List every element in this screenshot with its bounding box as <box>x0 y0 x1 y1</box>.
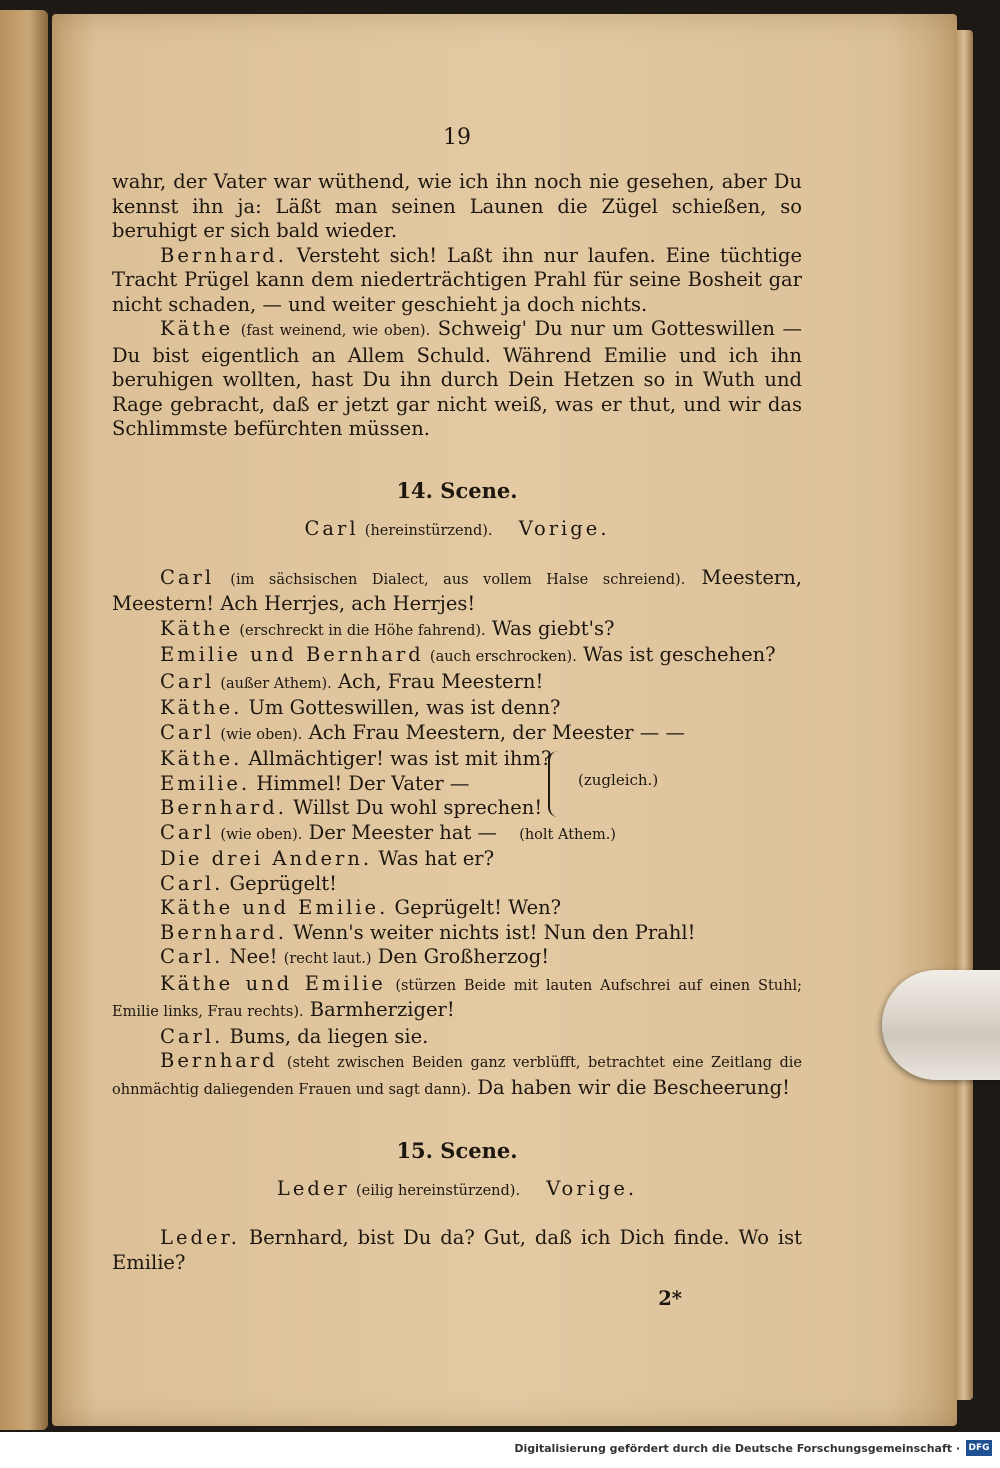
paragraph <box>112 170 802 244</box>
dialogue-line <box>112 617 802 644</box>
speaker: Käthe. <box>160 696 243 719</box>
stage-direction: (holt Athem.) <box>519 826 616 843</box>
brace <box>548 751 562 817</box>
stage-direction: (erschreckt in die Höhe fahrend). <box>239 622 486 639</box>
dialogue-line <box>112 696 802 721</box>
speech: Meestern, Meestern! Ach Herrjes, ach Herrjes! <box>112 565 803 615</box>
speech: Der Meester hat — <box>308 820 497 844</box>
page-clip <box>882 970 1000 1080</box>
stage-direction: (im sächsischen Dialect, aus vollem Halse schreiend). <box>230 571 686 588</box>
dialogue-line <box>112 921 802 946</box>
stage-direction: (fast weinend, wie oben). <box>240 323 431 339</box>
stage-direction: (wie oben). <box>220 826 303 843</box>
scene-heading: 14. Scene. <box>396 477 518 503</box>
dialogue-line <box>112 796 802 821</box>
simultaneous-group <box>112 747 802 821</box>
speech: Was ist geschehen? <box>583 643 776 666</box>
dialogue-line <box>112 872 802 897</box>
speaker: Käthe. <box>160 747 243 770</box>
speech: Himmel! Der Vater — <box>256 771 470 795</box>
cast-rest: Vorige. <box>546 1177 638 1200</box>
speaker: Emilie und Bernhard <box>160 643 424 666</box>
footer-credit: Digitalisierung gefördert durch die Deutsche Forschungsgemeinschaft · <box>514 1442 960 1455</box>
speaker: Emilie. <box>160 771 251 795</box>
speech: Allmächtiger! was ist mit ihm? <box>248 747 552 770</box>
speech: Barmherziger! <box>309 998 455 1021</box>
dialogue-line <box>112 1049 802 1102</box>
stage-direction: (steht zwischen Beiden ganz verblüfft, betrachtet eine Zeitlang die ohnmächtig daliegenden Frauen und sagt dann). <box>112 1055 803 1098</box>
speaker: Carl <box>160 669 215 693</box>
speaker: Carl. <box>160 945 224 968</box>
left-page-edge <box>0 10 48 1430</box>
speech: Nee! <box>229 945 278 968</box>
speech: Um Gotteswillen, was ist denn? <box>248 696 561 719</box>
stage-direction: (hereinstürzend). <box>364 522 493 539</box>
stage-direction: (eilig hereinstürzend). <box>355 1183 521 1199</box>
speech: Wenn's weiter nichts ist! Nun den Prahl! <box>293 920 696 944</box>
speaker: Käthe und Emilie <box>160 971 386 995</box>
page-text <box>112 125 802 1310</box>
speaker: Leder. <box>160 1226 240 1249</box>
speech: Ach, Frau Meestern! <box>337 669 544 693</box>
speech: Was giebt's? <box>491 616 615 640</box>
speaker: Carl. <box>160 1024 224 1048</box>
stage-direction: (recht laut.) <box>283 951 372 967</box>
speech: Schweig' Du nur um Gotteswillen — Du bist eigentlich an Allem Schuld. Während Emilie und ich ihn beruhigen wollten, hast Du ihn durch Dein Hetzen so in Wuth und Rage gebracht, daß er jetzt gar nicht weiß, was er thut, und wir das Schlimmste befürchten müssen. <box>112 317 802 440</box>
speaker: Bernhard <box>160 1049 278 1072</box>
dialogue-line <box>112 1025 802 1050</box>
dialogue-line <box>112 747 802 772</box>
speech: Da haben wir die Bescheerung! <box>477 1075 790 1099</box>
speech: Bernhard, bist Du da? Gut, daß ich Dich finde. Wo ist Emilie? <box>112 1226 802 1274</box>
speech: Geprügelt! <box>229 871 337 895</box>
speaker: Die drei Andern. <box>160 847 373 870</box>
scene-cast <box>112 516 802 544</box>
dialogue-line <box>112 847 802 872</box>
stage-direction: (zugleich.) <box>578 771 659 789</box>
speech: Bums, da liegen sie. <box>229 1024 429 1048</box>
speaker: Käthe <box>160 616 234 640</box>
dialogue-line <box>112 1226 802 1275</box>
page-stack-edge <box>955 30 973 1400</box>
scene-heading: 15. Scene. <box>396 1138 518 1163</box>
page-number: 19 <box>443 125 471 150</box>
speaker: Bernhard. <box>160 796 287 819</box>
speech: Versteht sich! Laßt ihn nur laufen. Eine tüchtige Tracht Prügel kann dem niederträchtigen Prahl für seine Bosheit gar nicht schaden, — und weiter geschieht ja doch nichts. <box>112 243 802 316</box>
speaker: Carl <box>160 820 215 844</box>
dialogue-line <box>112 945 802 972</box>
dialogue-line <box>112 643 802 670</box>
paragraph <box>112 317 802 442</box>
dialogue-line <box>112 896 802 921</box>
speaker: Carl. <box>160 871 224 895</box>
dialogue-line <box>112 772 802 797</box>
paragraph-text: wahr, der Vater war wüthend, wie ich ihn noch nie gesehen, aber Du kennst ihn ja: Läßt man seinen Launen die Zügel schießen, so beruhigt er sich bald wieder. <box>112 170 802 242</box>
speaker: Käthe und Emilie. <box>160 896 389 919</box>
dialogue-line <box>112 972 802 1025</box>
stage-direction: (stürzen Beide mit lauten Aufschrei auf einen Stuhl; Emilie links, Frau rechts). <box>112 977 803 1020</box>
speech: Den Großherzog! <box>377 945 550 968</box>
speaker: Käthe <box>160 317 234 340</box>
speech: Was hat er? <box>378 847 495 870</box>
cast-name: Leder <box>276 1177 350 1200</box>
stage-direction: (wie oben). <box>220 726 303 743</box>
dialogue-line <box>112 821 802 848</box>
cast-name: Carl <box>304 516 359 540</box>
signature-mark: 2* <box>658 1287 682 1310</box>
footer-bar <box>0 1432 1000 1468</box>
dialogue-line <box>112 670 802 697</box>
speech: Geprügelt! Wen? <box>394 896 562 919</box>
paragraph <box>112 244 802 318</box>
stage-direction: (außer Athem). <box>220 675 332 692</box>
speech: Ach Frau Meestern, der Meester — — <box>308 720 686 744</box>
speaker: Carl <box>160 720 215 744</box>
speaker: Carl <box>160 565 215 589</box>
dfg-logo: DFG <box>966 1440 992 1456</box>
dialogue-line <box>112 566 802 617</box>
speech: Willst Du wohl sprechen! <box>293 796 543 819</box>
cast-rest: Vorige. <box>518 516 610 540</box>
scene-cast <box>112 1176 802 1204</box>
speaker: Bernhard. <box>160 243 287 267</box>
speaker: Bernhard. <box>160 920 287 944</box>
stage-direction: (auch erschrocken). <box>429 649 577 665</box>
dialogue-line <box>112 721 802 748</box>
